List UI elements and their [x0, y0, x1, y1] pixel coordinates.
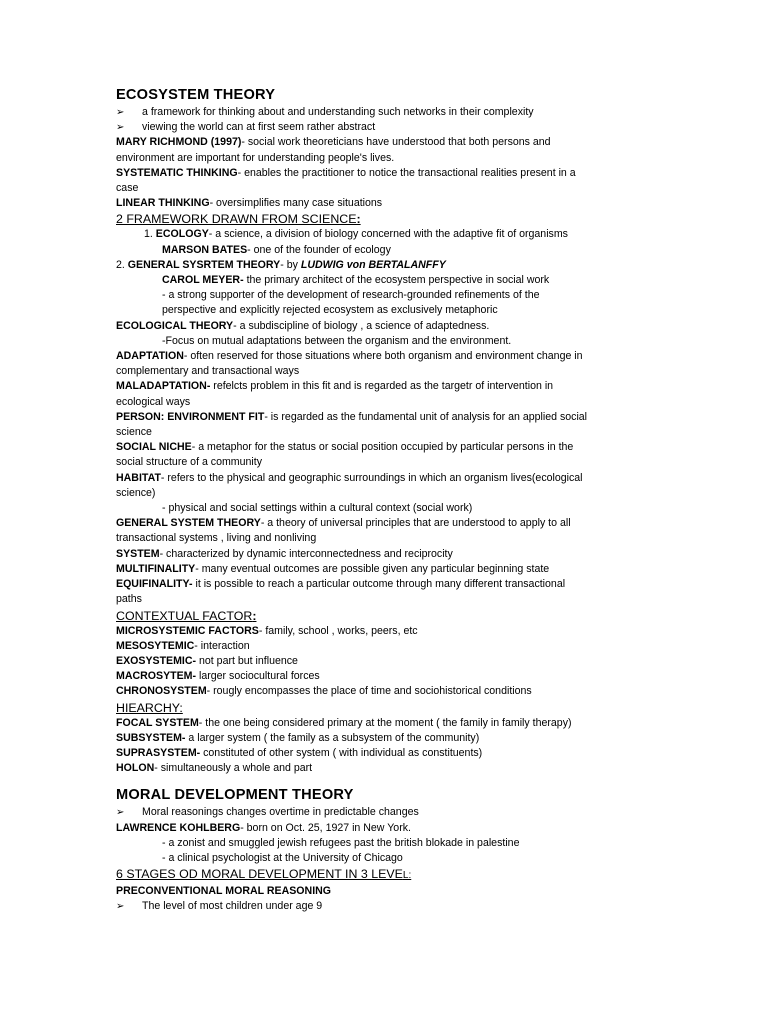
text-segment: constituted of other system ( with individual as constituents) — [200, 746, 483, 759]
term-label: CHRONOSYSTEM — [116, 685, 207, 698]
term-label: ECOLOGICAL THEORY — [116, 319, 234, 332]
text-segment: Moral reasonings changes overtime in predictable changes — [142, 806, 419, 819]
text-line — [116, 364, 646, 379]
bullet-item — [116, 805, 646, 820]
text-line — [116, 731, 646, 746]
text-segment: - is regarded as the fundamental unit of analysis for an applied social — [264, 410, 588, 423]
text-line — [116, 455, 646, 470]
term-label: EXOSYSTEMIC- — [116, 654, 197, 667]
text-segment: larger sociocultural forces — [196, 670, 320, 683]
term-label: SUBSYSTEM- — [116, 731, 186, 744]
text-segment: - enables the practitioner to notice the transactional realities present in a — [237, 166, 576, 179]
term-label: SYSTEMATIC THINKING — [116, 166, 238, 179]
text-line — [116, 884, 646, 899]
term-label: MARY RICHMOND (1997) — [116, 136, 242, 149]
text-line — [116, 334, 646, 349]
text-segment: - characterized by dynamic interconnectedness and reciprocity — [159, 547, 453, 560]
text-segment: not part but influence — [196, 654, 298, 667]
term-label: MALADAPTATION- — [116, 380, 211, 393]
bullet-item — [116, 899, 646, 914]
text-segment: - a strong supporter of the development of research-grounded refinements of the — [162, 289, 540, 302]
term-label: MESOSYTEMIC — [116, 639, 195, 652]
text-line — [116, 746, 646, 761]
text-line — [116, 379, 646, 394]
text-segment: - simultaneously a whole and part — [154, 762, 313, 775]
text-line — [116, 516, 646, 531]
text-line — [116, 851, 646, 866]
text-line — [116, 196, 646, 211]
term-label: HABITAT — [116, 471, 161, 484]
text-segment: - physical and social settings within a cultural context (social work) — [162, 502, 473, 515]
text-line — [116, 440, 646, 455]
text-line — [116, 654, 646, 669]
term-label: MARSON BATES — [162, 243, 248, 256]
text-segment: 1. — [144, 228, 156, 241]
text-line — [116, 166, 646, 181]
text-segment: case — [116, 182, 139, 195]
text-line — [116, 684, 646, 699]
term-label: ECOSYSTEM THEORY — [116, 87, 276, 103]
text-segment: - often reserved for those situations where both organism and environment change in — [183, 350, 583, 363]
text-segment: - social work theoreticians have understood that both persons and — [241, 136, 551, 149]
text-segment: -Focus on mutual adaptations between the organism and the environment. — [162, 334, 512, 347]
text-segment: CONTEXTUAL FACTOR — [116, 608, 253, 623]
text-line — [116, 181, 646, 196]
text-segment: refelcts problem in this fit and is regarded as the targetr of intervention in — [210, 380, 554, 393]
text-line — [116, 547, 646, 562]
text-line — [116, 716, 646, 731]
text-line — [116, 319, 646, 334]
text-line — [116, 258, 646, 273]
term-label: : — [356, 212, 361, 227]
text-segment: transactional systems , living and nonliving — [116, 532, 317, 545]
text-line — [116, 761, 646, 776]
text-segment: - oversimplifies many case situations — [209, 197, 383, 210]
term-label: GENERAL SYSRTEM THEORY — [127, 258, 281, 271]
section-heading — [116, 86, 646, 105]
text-line — [116, 349, 646, 364]
text-line — [116, 836, 646, 851]
text-segment: a framework for thinking about and understanding such networks in their complexity — [142, 106, 534, 118]
text-segment: ecological ways — [116, 395, 191, 408]
text-line — [116, 303, 646, 318]
term-label: FOCAL SYSTEM — [116, 716, 199, 729]
section-heading — [116, 786, 646, 805]
text-segment: - one of the founder of ecology — [247, 243, 391, 256]
text-segment: science — [116, 426, 152, 439]
text-segment: - refers to the physical and geographic surroundings in which an organism lives(ecological — [160, 471, 583, 484]
text-line — [116, 410, 646, 425]
arrow-bullet-icon: ➢ — [116, 807, 125, 819]
arrow-bullet-icon: ➢ — [116, 901, 125, 913]
text-segment: it is possible to reach a particular outcome through many different transactional — [192, 578, 566, 591]
term-label: MACROSYTEM- — [116, 670, 197, 683]
text-segment: HIEARCHY: — [116, 700, 183, 715]
text-segment: - a metaphor for the status or social position occupied by particular persons in the — [191, 441, 574, 454]
text-line — [116, 531, 646, 546]
text-segment: - many eventual outcomes are possible given any particular beginning state — [195, 562, 550, 575]
text-segment: - a subdiscipline of biology , a science of adaptedness. — [233, 319, 490, 332]
subsection-heading — [116, 608, 646, 624]
text-segment: - the one being considered primary at the moment ( the family in family therapy) — [198, 716, 572, 729]
text-segment: - interaction — [194, 639, 250, 652]
text-segment: complementary and transactional ways — [116, 365, 300, 378]
spacer — [116, 776, 646, 786]
text-segment: - rougly encompasses the place of time and sociohistorical conditions — [206, 685, 532, 698]
subsection-heading — [116, 700, 646, 716]
text-line — [116, 395, 646, 410]
term-label: ECOLOGY — [155, 228, 209, 241]
text-segment: paths — [116, 593, 142, 606]
term-label: LINEAR THINKING — [116, 197, 210, 210]
term-label: LAWRENCE KOHLBERG — [116, 821, 241, 834]
term-label: LUDWIG von BERTALANFFY — [300, 258, 446, 271]
text-segment: - a clinical psychologist at the University of Chicago — [162, 851, 403, 864]
text-line — [116, 501, 646, 516]
text-line — [116, 639, 646, 654]
term-label: ADAPTATION — [116, 350, 184, 363]
term-label: MULTIFINALITY — [116, 562, 196, 575]
term-label: SUPRASYSTEM- — [116, 746, 201, 759]
text-line — [116, 486, 646, 501]
text-line — [116, 624, 646, 639]
arrow-bullet-icon: ➢ — [116, 107, 125, 118]
text-segment: The level of most children under age 9 — [142, 900, 323, 913]
text-segment: 2. — [116, 258, 128, 271]
text-line — [116, 669, 646, 684]
text-segment: viewing the world can at first seem rather abstract — [142, 121, 376, 134]
term-label: CAROL MEYER- — [162, 274, 244, 287]
text-segment: - a zonist and smuggled jewish refugees past the british blokade in palestine — [162, 836, 520, 849]
text-line — [116, 562, 646, 577]
document-body — [116, 86, 646, 915]
arrow-bullet-icon: ➢ — [116, 122, 125, 134]
text-line — [116, 135, 646, 150]
text-line — [116, 243, 646, 258]
text-segment: - born on Oct. 25, 1927 in New York. — [240, 821, 411, 834]
term-label: PRECONVENTIONAL MORAL REASONING — [116, 885, 332, 898]
subsection-heading — [116, 211, 646, 227]
text-segment: - a science, a division of biology concerned with the adaptive fit of organisms — [208, 228, 568, 241]
text-line — [116, 151, 646, 166]
text-line — [116, 821, 646, 836]
bullet-item — [116, 105, 646, 120]
subsection-heading — [116, 866, 646, 884]
text-line — [116, 577, 646, 592]
text-segment: - family, school , works, peers, etc — [258, 624, 418, 637]
text-segment: perspective and explicitly rejected ecosystem as exclusively metaphoric — [162, 304, 498, 317]
term-label: SOCIAL NICHE — [116, 441, 192, 454]
text-segment: environment are important for understanding people's lives. — [116, 151, 395, 164]
term-label: HOLON — [116, 762, 155, 775]
text-segment: L: — [402, 870, 412, 882]
term-label: : — [252, 608, 257, 623]
text-line — [116, 227, 646, 242]
text-line — [116, 592, 646, 607]
text-segment: 6 STAGES OD MORAL DEVELOPMENT IN 3 LEVE — [116, 867, 403, 882]
text-line — [116, 425, 646, 440]
text-segment: a larger system ( the family as a subsystem of the community) — [185, 731, 480, 744]
text-segment: - a theory of universal principles that are understood to apply to all — [260, 517, 571, 530]
text-segment: science) — [116, 486, 156, 499]
text-segment: social structure of a community — [116, 456, 263, 469]
term-label: MICROSYSTEMIC FACTORS — [116, 624, 259, 637]
term-label: SYSTEM — [116, 547, 160, 560]
text-segment: the primary architect of the ecosystem perspective in social work — [243, 274, 550, 287]
term-label: MORAL DEVELOPMENT THEORY — [116, 787, 354, 804]
bullet-item — [116, 120, 646, 135]
text-segment: 2 FRAMEWORK DRAWN FROM SCIENCE — [116, 212, 357, 227]
text-line — [116, 471, 646, 486]
term-label: PERSON: ENVIRONMENT FIT — [116, 410, 265, 423]
text-line — [116, 273, 646, 288]
text-line — [116, 288, 646, 303]
text-segment: - by — [280, 258, 301, 271]
term-label: EQUIFINALITY- — [116, 578, 193, 591]
term-label: GENERAL SYSTEM THEORY — [116, 517, 261, 530]
